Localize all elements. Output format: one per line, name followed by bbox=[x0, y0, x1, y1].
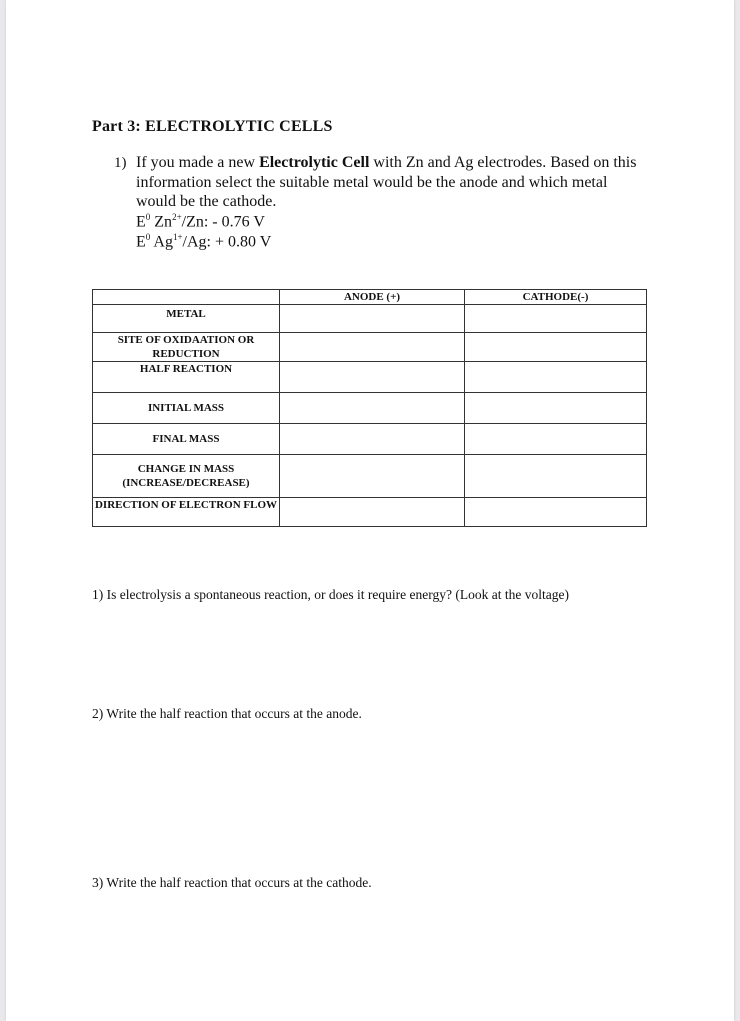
table-row bbox=[93, 424, 647, 455]
question-number: 1) bbox=[114, 155, 127, 171]
header-blank bbox=[93, 290, 280, 305]
zinc-potential: $E^0$ $Zn^{2+}/Zn$: - 0.76 V bbox=[136, 212, 265, 231]
followup-question-3: 3) Write the half reaction that occurs at the cathode. bbox=[92, 875, 372, 890]
cathode-half-reaction-cell[interactable] bbox=[465, 362, 647, 393]
table-row bbox=[93, 305, 647, 333]
header-anode: ANODE (+) bbox=[280, 290, 465, 305]
cathode-electron-flow-cell[interactable] bbox=[465, 498, 647, 527]
row-label-final-mass: FINAL MASS bbox=[93, 424, 280, 455]
question-text-start: If you made a new bbox=[136, 154, 260, 171]
anode-initial-mass-cell[interactable] bbox=[280, 393, 465, 424]
cathode-site-cell[interactable] bbox=[465, 333, 647, 362]
anode-change-in-mass-cell[interactable] bbox=[280, 455, 465, 498]
table-row bbox=[93, 362, 647, 393]
row-label-initial-mass: INITIAL MASS bbox=[93, 393, 280, 424]
table-row bbox=[93, 455, 647, 498]
anode-final-mass-cell[interactable] bbox=[280, 424, 465, 455]
anode-half-reaction-cell[interactable] bbox=[280, 362, 465, 393]
question-1-text bbox=[136, 153, 651, 212]
row-label-electron-flow: DIRECTION OF ELECTRON FLOW bbox=[93, 498, 280, 527]
cathode-metal-cell[interactable] bbox=[465, 305, 647, 333]
row-label-metal: METAL bbox=[93, 305, 280, 333]
worksheet-page bbox=[6, 0, 734, 1021]
cathode-initial-mass-cell[interactable] bbox=[465, 393, 647, 424]
anode-site-cell[interactable] bbox=[280, 333, 465, 362]
table-row bbox=[93, 393, 647, 424]
row-label-change-in-mass: CHANGE IN MASS (INCREASE/DECREASE) bbox=[93, 455, 280, 498]
cathode-change-in-mass-cell[interactable] bbox=[465, 455, 647, 498]
followup-question-2: 2) Write the half reaction that occurs at the anode. bbox=[92, 706, 362, 721]
question-text-end: with Zn and Ag electrodes. Based on this information select the suitable metal would be the anode and which metal would be the cathode. bbox=[136, 154, 637, 210]
table-row bbox=[93, 498, 647, 527]
anode-electron-flow-cell[interactable] bbox=[280, 498, 465, 527]
followup-question-1: 1) Is electrolysis a spontaneous reaction, or does it require energy? (Look at the voltage) bbox=[92, 587, 569, 602]
table-header-row bbox=[93, 290, 647, 305]
cathode-final-mass-cell[interactable] bbox=[465, 424, 647, 455]
row-label-site: SITE OF OXIDAATION OR REDUCTION bbox=[93, 333, 280, 362]
anode-metal-cell[interactable] bbox=[280, 305, 465, 333]
question-bold-term: Electrolytic Cell bbox=[259, 154, 370, 171]
electrolysis-table bbox=[92, 289, 647, 527]
row-label-half-reaction: HALF REACTION bbox=[93, 362, 280, 393]
section-heading: Part 3: ELECTROLYTIC CELLS bbox=[92, 118, 333, 135]
silver-potential: $E^0$ $Ag^{1+}/Ag$: + 0.80 V bbox=[136, 232, 272, 251]
header-cathode: CATHODE(-) bbox=[465, 290, 647, 305]
table-row bbox=[93, 333, 647, 362]
